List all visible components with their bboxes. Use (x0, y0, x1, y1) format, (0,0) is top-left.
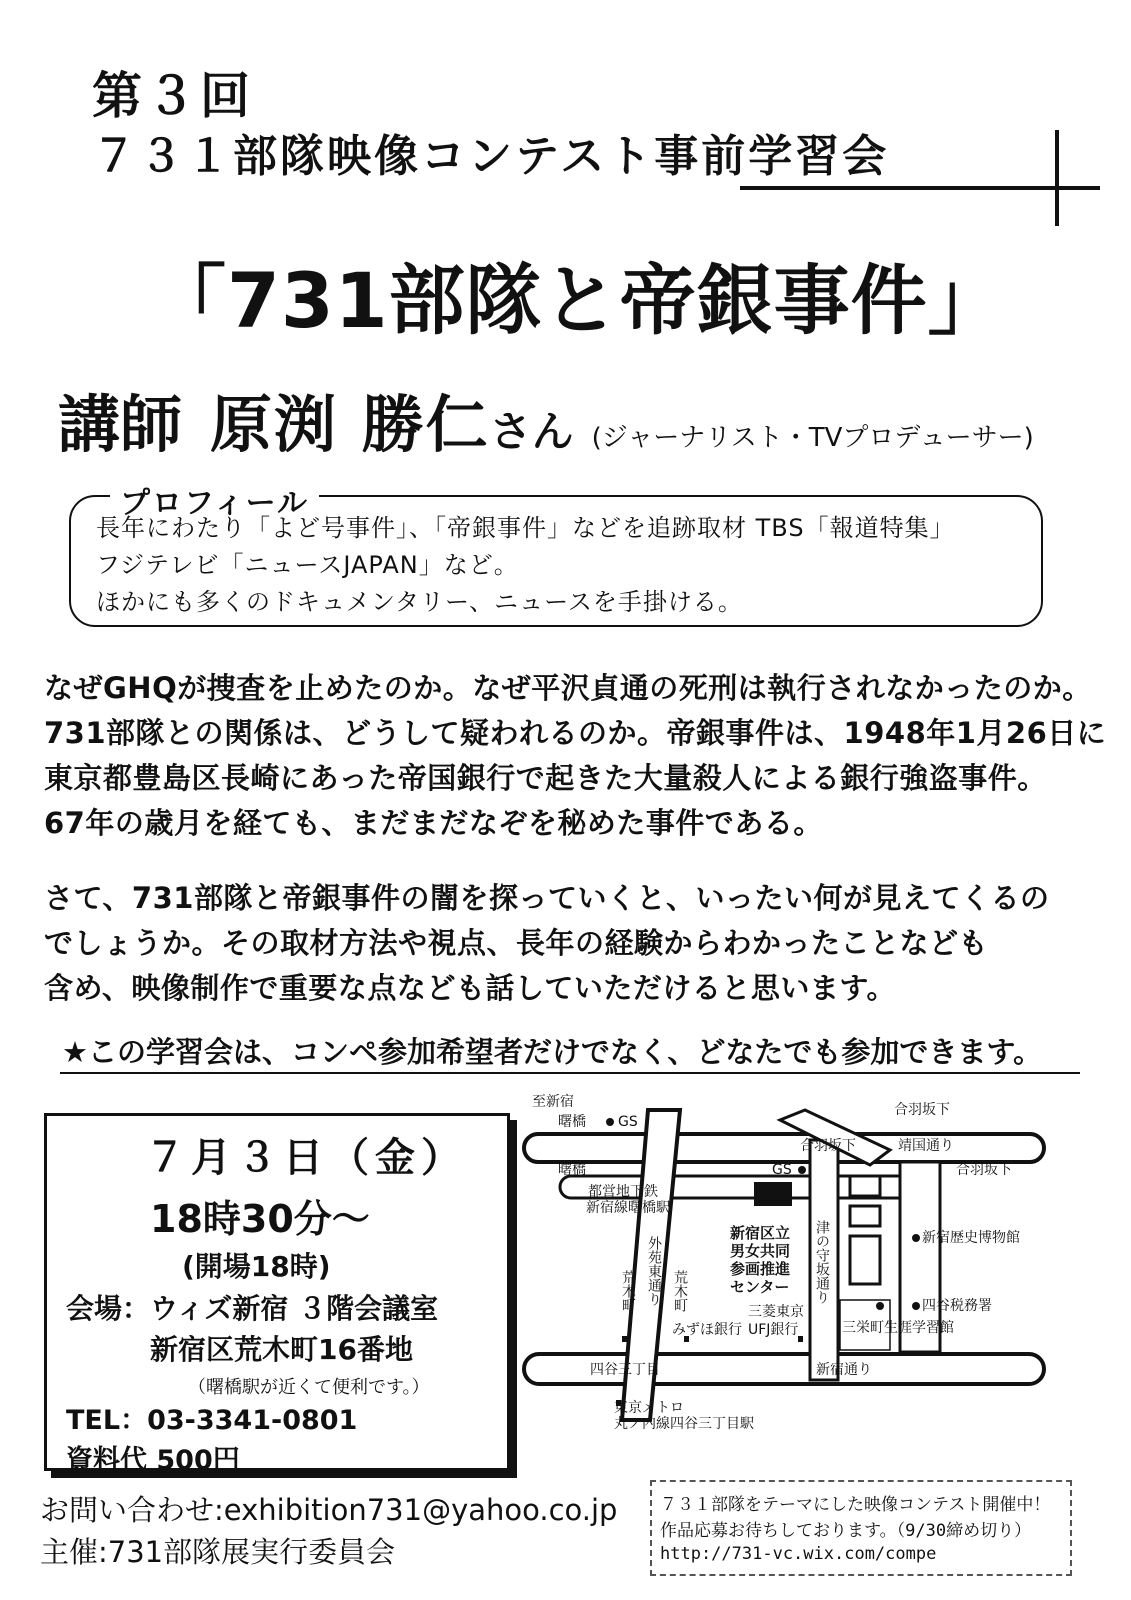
profile-line: フジテレビ「ニュースJAPAN」など。 (96, 551, 519, 579)
contact-email: お問い合わせ:exhibition731@yahoo.co.jp (40, 1493, 618, 1527)
map-label-gs: GS (618, 1114, 638, 1130)
map-label-to-shinjuku: 至新宿 (532, 1094, 574, 1110)
event-time: 18時30分～ (150, 1197, 370, 1241)
lecturer-role: 講師 (58, 388, 183, 461)
map-label-tsunokami-road: 津の守坂通り (814, 1220, 830, 1304)
event-doors-open: (開場18時) (182, 1250, 331, 1283)
body-line: なぜGHQが捜査を止めたのか。なぜ平沢貞通の死刑は執行されなかったのか。 (44, 671, 1092, 705)
contest-line: ７３１部隊をテーマにした映像コンテスト開催中！ (660, 1495, 1051, 1515)
lecturer-title: (ジャーナリスト・TVプロデューサー) (591, 423, 1034, 453)
event-subtitle: ７３１部隊映像コンテスト事前学習会 (92, 131, 890, 182)
body-line: さて、731部隊と帝銀事件の闇を探っていくと、いったい何が見えてくるの (44, 881, 1050, 915)
main-title: 「731部隊と帝銀事件」 (150, 256, 1005, 345)
map-label-ichigaya: 合羽坂下 (956, 1162, 1012, 1178)
lecturer-line (58, 375, 1034, 464)
center-building (754, 1182, 792, 1206)
map-label-yotsuya3: 四谷三丁目 (590, 1362, 660, 1378)
contest-url: http://731-vc.wix.com/compe (660, 1544, 937, 1564)
event-venue: 会場：ウィズ新宿 ３階会議室 (66, 1292, 439, 1325)
lecturer-honorific: さん (489, 407, 574, 456)
map-label-mizuho: みずほ銀行 (672, 1322, 742, 1338)
map-label-gaien-road: 外苑東通り (646, 1236, 662, 1306)
map-label-mufg: 三菱東京 (748, 1304, 804, 1320)
subtitle-underline (740, 186, 1100, 190)
map-label-ichigaya: 合羽坂下 (894, 1102, 950, 1118)
map-label-yasukuni: 靖国通り (898, 1138, 954, 1154)
map-label-learning-center: 三栄町生涯学習館 (842, 1320, 954, 1336)
map-label-center: 新宿区立 (730, 1224, 791, 1242)
map-label-aramachi: 荒木町 (620, 1270, 636, 1312)
event-address: 新宿区荒木町16番地 (150, 1333, 413, 1366)
event-station-note: （曙橋駅が近くて便利です。） (188, 1377, 430, 1398)
event-tel: TEL：03-3341-0801 (66, 1405, 358, 1436)
edition-label: 第３回 (92, 67, 254, 125)
body-line: でしょうか。その取材方法や視点、長年の経験からわかったことなども (44, 926, 989, 960)
map-label-metro-station: 丸ノ内線四谷三丁目駅 (614, 1416, 754, 1432)
map-label-mufg: UFJ銀行 (748, 1322, 799, 1338)
body-line: 東京都豊島区長崎にあった帝国銀行で起きた大量殺人による銀行強盗事件。 (44, 761, 1047, 795)
block (850, 1236, 880, 1284)
notice-rule (60, 1072, 1080, 1074)
profile-heading: プロフィール (110, 478, 319, 522)
open-notice: ★この学習会は、コンペ参加希望者だけでなく、どなたでも参加できます。 (62, 1035, 1043, 1069)
body-line: 67年の歳月を経ても、まだまだなぞを秘めた事件である。 (44, 806, 823, 840)
profile-line: ほかにも多くのドキュメンタリー、ニュースを手掛ける。 (96, 588, 743, 616)
access-map (530, 1094, 1060, 1480)
map-label-center: 参画推進 (730, 1260, 791, 1278)
map-label-ichigaya: 合羽坂下 (800, 1138, 856, 1154)
road-top (524, 1134, 1044, 1162)
event-fee: 資料代 500円 (66, 1445, 240, 1476)
map-label-metro: 東京メトロ (614, 1400, 684, 1416)
map-label-subway-station: 新宿線曙橋駅 (586, 1200, 670, 1216)
profile-line: 長年にわたり「よど号事件」、「帝銀事件」などを追跡取材 TBS「報道特集」 (96, 514, 955, 542)
map-label-center: センター (730, 1278, 790, 1296)
map-label-shinjuku-road: 新宿通り (816, 1362, 872, 1378)
map-label-tax-office: 四谷税務署 (922, 1298, 992, 1314)
map-label-subway: 都営地下鉄 (588, 1184, 658, 1200)
contest-line: 作品応募お待ちしております。（9/30締め切り） (660, 1521, 1032, 1541)
block (850, 1206, 880, 1226)
organizer: 主催:731部隊展実行委員会 (40, 1535, 396, 1569)
map-label-center: 男女共同 (730, 1242, 791, 1260)
body-line: 含め、映像制作で重要な点なども話していただけると思います。 (44, 971, 897, 1005)
event-date: ７月３日（金） (145, 1135, 467, 1181)
map-label-aramachi: 荒木町 (672, 1270, 688, 1312)
map-label-museum: 新宿歴史博物館 (922, 1230, 1020, 1246)
body-line: 731部隊との関係は、どうして疑われるのか。帝銀事件は、1948年1月26日に (44, 716, 1107, 750)
map-label-akebonobashi: 曙橋 (558, 1114, 586, 1130)
map-label-gs: GS (772, 1162, 792, 1178)
subtitle-vertical-rule (1055, 130, 1059, 226)
block (850, 1176, 880, 1196)
lecturer-name: 原渕 勝仁 (210, 388, 490, 461)
map-label-akebonobashi: 曙橋 (558, 1162, 586, 1178)
